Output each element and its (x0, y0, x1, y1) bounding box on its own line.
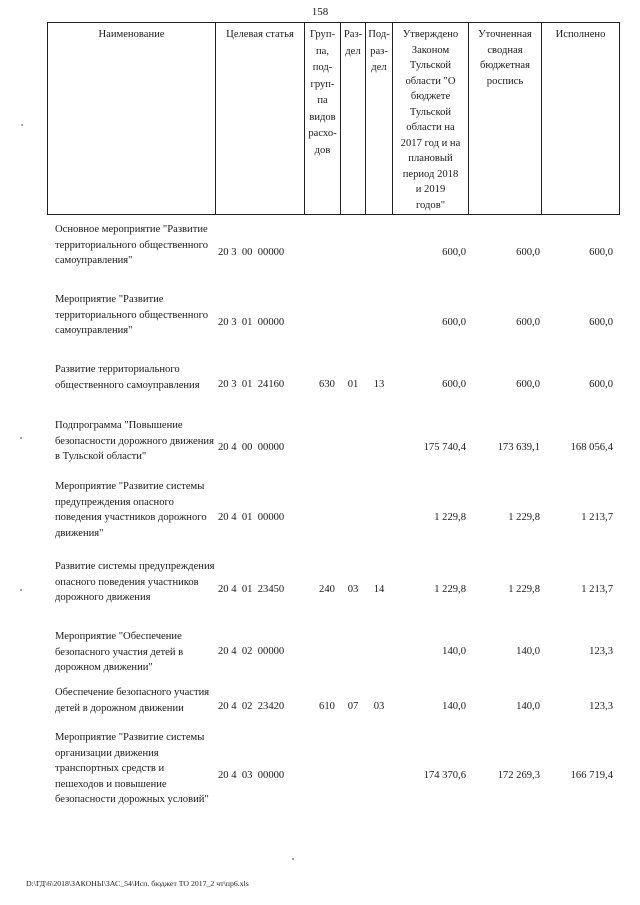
row-code: 20 4 02 23420 (218, 701, 285, 712)
row-refined: 172 269,3 (497, 770, 540, 781)
row-refined: 140,0 (516, 701, 540, 712)
header-section: Раз- дел (343, 29, 363, 57)
row-executed: 168 056,4 (570, 442, 613, 453)
row-name: Мероприятие "Обеспечение безопасного участия детей в дорожном движении" (55, 631, 184, 674)
row-approved: 600,0 (442, 317, 466, 328)
row-group: 610 (319, 701, 335, 712)
row-approved: 140,0 (442, 701, 466, 712)
row-refined: 1 229,8 (508, 512, 540, 523)
row-code: 20 4 02 00000 (218, 646, 285, 657)
footer-file-path: D:\ГД\6\2018\ЗАКОНЫ\ЗАС_54\Исп. бюджет ТО 2017_2 чт\пр6.xls (26, 879, 249, 888)
row-code: 20 4 00 00000 (218, 442, 285, 453)
header-refined: Уточненная сводная бюджетная роспись (478, 29, 532, 87)
row-code: 20 3 01 24160 (218, 379, 285, 390)
row-executed: 166 719,4 (570, 770, 613, 781)
row-executed: 600,0 (589, 317, 613, 328)
row-approved: 1 229,8 (434, 512, 466, 523)
row-section: 07 (347, 701, 359, 712)
scan-speck (20, 437, 22, 439)
row-approved: 600,0 (442, 247, 466, 258)
row-refined: 1 229,8 (508, 584, 540, 595)
row-name: Мероприятие "Развитие территориального общественного самоуправления" (55, 294, 209, 337)
row-code: 20 3 00 00000 (218, 247, 285, 258)
row-name: Мероприятие "Развитие системы предупреждения опасного поведения участников дорожного движения" (55, 481, 207, 539)
row-name: Основное мероприятие "Развитие территориального общественного самоуправления" (55, 224, 209, 267)
row-executed: 600,0 (589, 247, 613, 258)
row-name: Развитие системы предупреждения опасного поведения участников дорожного движения (55, 561, 215, 604)
row-name: Подпрограмма "Повышение безопасности дорожного движения в Тульской области" (55, 420, 214, 463)
row-subsection: 13 (373, 379, 385, 390)
scan-speck (20, 589, 22, 591)
row-executed: 1 213,7 (581, 512, 613, 523)
row-refined: 600,0 (516, 247, 540, 258)
row-group: 630 (319, 379, 335, 390)
row-refined: 600,0 (516, 317, 540, 328)
header-group: Груп- па, под- груп- па видов расхо- дов (308, 29, 337, 156)
page-number: 158 (311, 6, 329, 18)
row-name: Мероприятие "Развитие системы организации движения транспортных средств и пешеходов и повышение безопасности дорожных условий" (55, 732, 209, 806)
header-target-article: Целевая статья (226, 29, 294, 40)
row-executed: 123,3 (589, 701, 613, 712)
row-subsection: 14 (373, 584, 385, 595)
row-approved: 600,0 (442, 379, 466, 390)
column-divider (541, 22, 542, 215)
row-approved: 174 370,6 (423, 770, 466, 781)
row-approved: 175 740,4 (423, 442, 466, 453)
row-refined: 600,0 (516, 379, 540, 390)
row-subsection: 03 (373, 701, 385, 712)
header-name: Наименование (98, 29, 165, 40)
row-approved: 140,0 (442, 646, 466, 657)
column-divider (619, 22, 620, 215)
column-divider (47, 22, 48, 215)
row-group: 240 (319, 584, 335, 595)
row-code: 20 4 01 00000 (218, 512, 285, 523)
row-section: 01 (347, 379, 359, 390)
table-top-border (47, 22, 620, 23)
scan-speck (21, 124, 23, 126)
row-section: 03 (347, 584, 359, 595)
scan-speck (292, 858, 294, 860)
row-approved: 1 229,8 (434, 584, 466, 595)
header-approved: Утверждено Законом Тульской области "О бюджете Тульской области на 2017 год и на плановый период 2018 и 2019 годов" (400, 29, 461, 211)
row-executed: 123,3 (589, 646, 613, 657)
header-executed: Исполнено (555, 29, 606, 40)
row-executed: 1 213,7 (581, 584, 613, 595)
row-refined: 140,0 (516, 646, 540, 657)
row-name: Развитие территориального общественного самоуправления (55, 364, 200, 391)
row-executed: 600,0 (589, 379, 613, 390)
row-code: 20 4 01 23450 (218, 584, 285, 595)
header-bottom-border (47, 214, 620, 215)
row-code: 20 4 03 00000 (218, 770, 285, 781)
row-code: 20 3 01 00000 (218, 317, 285, 328)
column-divider (215, 22, 216, 215)
row-refined: 173 639,1 (497, 442, 540, 453)
row-name: Обеспечение безопасного участия детей в дорожном движении (55, 687, 210, 714)
header-subsection: Под- раз- дел (368, 29, 390, 73)
